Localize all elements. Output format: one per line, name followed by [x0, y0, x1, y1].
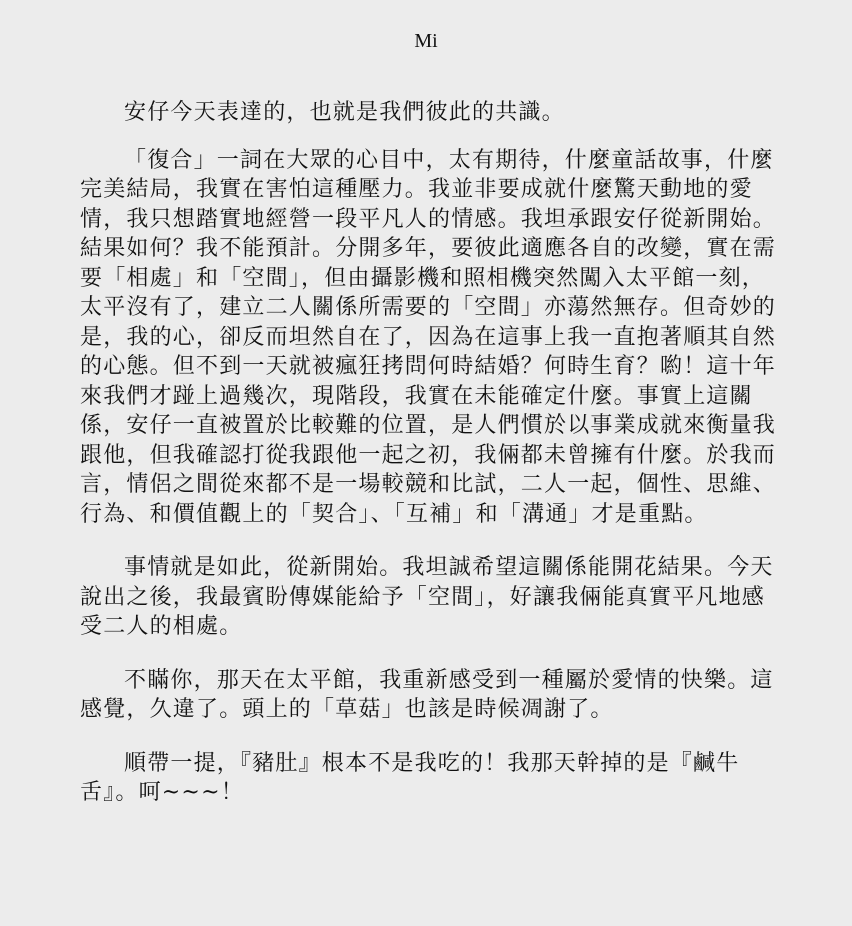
paragraph-consensus: 安仔今天表達的，也就是我們彼此的共識。: [124, 100, 565, 125]
paragraph-reunion: 「復合」一詞在大眾的心目中，太有期待，什麼童話故事，什麼完美結局，我實在害怕這種壓力。我並非要成就什麼驚天動地的愛情，我只想踏實地經營一段平凡人的情感。我坦承跟安仔從新開始。結果如何？我不能預計。分開多年，要彼此適應各自的改變，實在需要「相處」和「空間」，但由攝影機和照相機突然闖入太平館一刻，太平沒有了，建立二人關係所需要的「空間」亦蕩然無存。但奇妙的是，我的心，卻反而坦然自在了，因為在這事上我一直抱著順其自然的心態。但不到一天就被瘋狂拷問何時結婚？何時生育？喲！這十年來我們才踫上過幾次，現階段，我實在未能確定什麼。事實上這關係，安仔一直被置於比較難的位置，是人們慣於以事業成就來衡量我跟他，但我確認打從我跟他一起之初，我倆都未曾擁有什麼。於我而言，情侶之間從來都不是一場較競和比試，二人一起，個性、思維、行為、和價值觀上的「契合」、「互補」和「溝通」才是重點。: [80, 147, 777, 527]
letter-body: [80, 98, 780, 808]
paragraph-restart: 事情就是如此，從新開始。我坦誠希望這關係能開花結果。今天說出之後，我最賓盼傳媒能給予「空間」，好讓我倆能真實平凡地感受二人的相處。: [80, 555, 774, 639]
paragraph-postscript: 順帶一提，『豬肚』根本不是我吃的！我那天幹掉的是『鹹牛舌』。呵~~~！: [80, 750, 740, 805]
paragraph-happiness: 不瞞你，那天在太平館，我重新感受到一種屬於愛情的快樂。這感覺，久違了。頭上的「草菇」也該是時候凋謝了。: [80, 667, 774, 722]
page-header: Mi: [414, 30, 438, 52]
